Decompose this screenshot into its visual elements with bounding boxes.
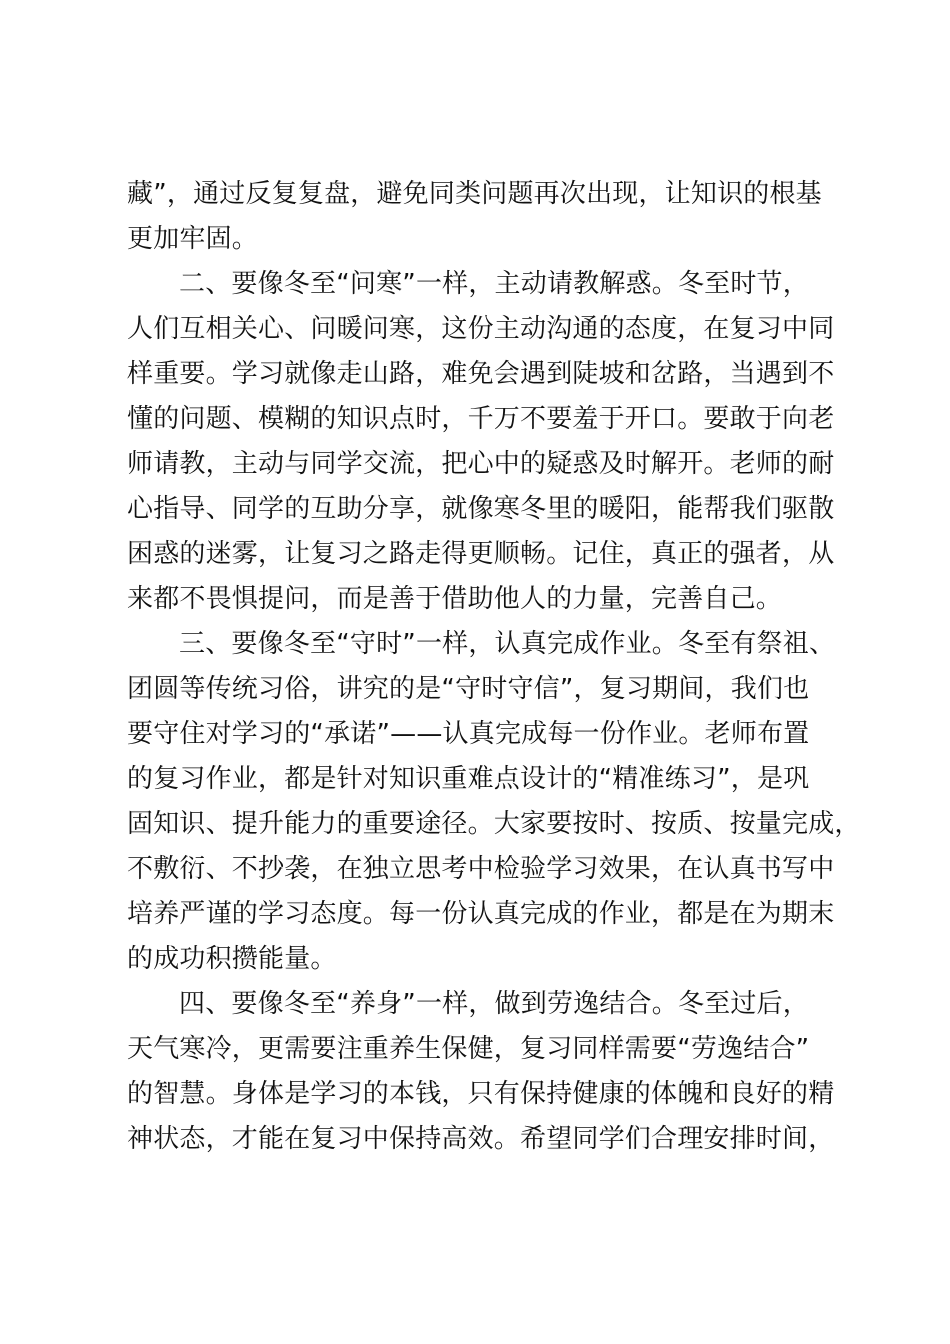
paragraph-line: 困惑的迷雾，让复习之路走得更顺畅。记住，真正的强者，从 [127,539,835,569]
paragraph-line: 藏”，通过反复复盘，避免同类问题再次出现，让知识的根基 [127,179,822,209]
paragraph-2 [127,262,857,622]
paragraph-line: 四、要像冬至“养身”一样，做到劳逸结合。冬至过后， [179,989,809,1019]
paragraph-line: 二、要像冬至“问寒”一样，主动请教解惑。冬至时节， [179,269,809,299]
paragraph-line: 师请教，主动与同学交流，把心中的疑惑及时解开。老师的耐 [127,449,835,479]
paragraph-line: 天气寒冷，更需要注重养生保健，复习同样需要“劳逸结合” [127,1034,810,1064]
paragraph-line: 三、要像冬至“守时”一样，认真完成作业。冬至有祭祖、 [179,629,836,659]
paragraph-line: 的复习作业，都是针对知识重难点设计的“精准练习”，是巩 [127,764,810,794]
paragraph-4 [127,982,857,1162]
paragraph-1 [127,172,857,262]
paragraph-line: 人们互相关心、问暖问寒，这份主动沟通的态度，在复习中同 [127,314,835,344]
paragraph-line: 不敷衍、不抄袭，在独立思考中检验学习效果，在认真书写中 [127,854,835,884]
document-body [127,172,861,1162]
paragraph-3 [127,622,861,982]
paragraph-line: 样重要。学习就像走山路，难免会遇到陡坡和岔路，当遇到不 [127,359,835,389]
paragraph-line: 的成功积攒能量。 [127,944,337,974]
paragraph-line: 懂的问题、模糊的知识点时，千万不要羞于开口。要敢于向老 [127,404,835,434]
paragraph-line: 来都不畏惧提问，而是善于借助他人的力量，完善自己。 [127,584,783,614]
paragraph-line: 团圆等传统习俗，讲究的是“守时守信”，复习期间，我们也 [127,674,810,704]
paragraph-line: 神状态，才能在复习中保持高效。希望同学们合理安排时间， [127,1124,835,1154]
paragraph-line: 心指导、同学的互助分享，就像寒冬里的暖阳，能帮我们驱散 [127,494,835,524]
paragraph-line: 更加牢固。 [127,224,259,254]
paragraph-line: 的智慧。身体是学习的本钱，只有保持健康的体魄和良好的精 [127,1079,835,1109]
paragraph-line: 要守住对学习的“承诺”——认真完成每一份作业。老师布置 [127,719,810,749]
paragraph-line: 固知识、提升能力的重要途径。大家要按时、按质、按量完成， [127,809,861,839]
paragraph-line: 培养严谨的学习态度。每一份认真完成的作业，都是在为期末 [127,899,835,929]
